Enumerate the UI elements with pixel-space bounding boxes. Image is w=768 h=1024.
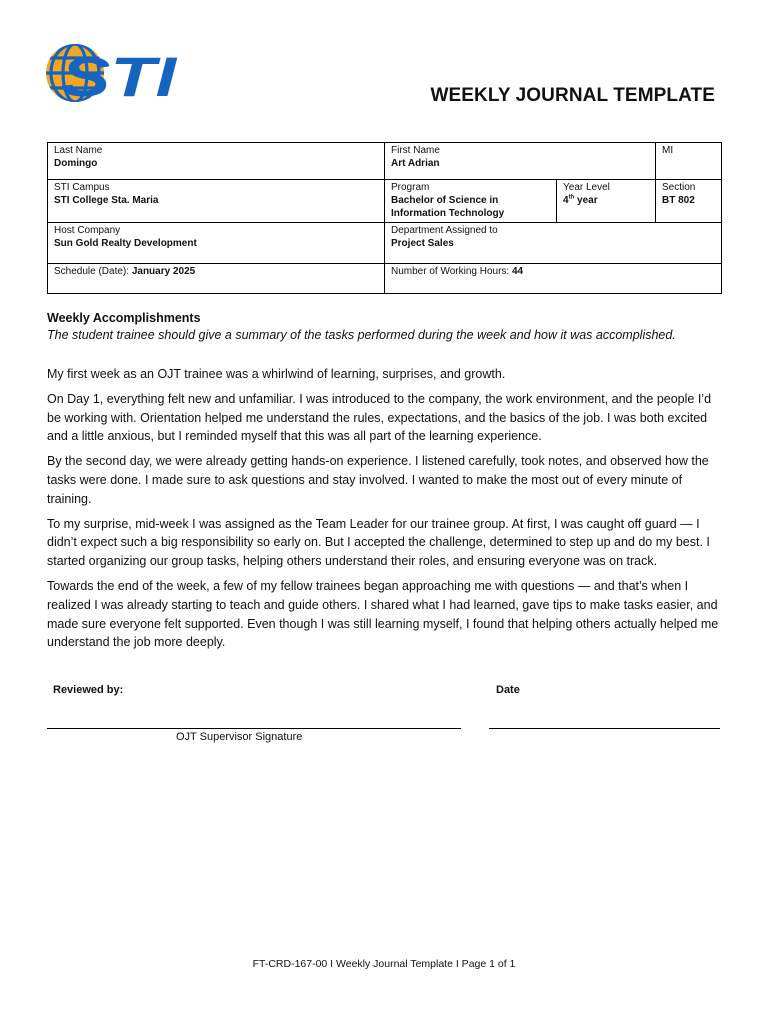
department-label: Department Assigned to <box>391 225 498 236</box>
campus-value: STI College Sta. Maria <box>54 195 159 206</box>
reviewed-by-label: Reviewed by: <box>53 684 124 696</box>
program-cell <box>385 180 557 223</box>
globe-icon <box>45 42 180 104</box>
working-hours-value: 44 <box>511 266 524 277</box>
section-cell <box>656 180 722 223</box>
last-name-label: Last Name <box>54 145 103 156</box>
date-line <box>489 728 720 729</box>
schedule-label: Schedule (Date): <box>54 266 132 277</box>
signature-caption: OJT Supervisor Signature <box>176 731 303 743</box>
host-company-label: Host Company <box>54 225 121 236</box>
accomplishments-instruction: The student trainee should give a summary of the tasks performed during the week and how it was accomplished. <box>47 328 676 342</box>
mi-cell <box>656 143 722 180</box>
year-level-number: 4 <box>563 195 569 206</box>
document-title: WEEKLY JOURNAL TEMPLATE <box>430 85 715 106</box>
program-value: Bachelor of Science in Information Technology <box>391 195 505 219</box>
host-company-value: Sun Gold Realty Development <box>54 238 197 249</box>
mi-label: MI <box>662 145 674 156</box>
accomplishments-heading: Weekly Accomplishments <box>47 311 201 325</box>
year-level-label: Year Level <box>563 182 610 193</box>
last-name-value: Domingo <box>54 158 98 169</box>
first-name-cell <box>385 143 656 180</box>
program-label: Program <box>391 182 430 193</box>
signature-line <box>47 728 461 729</box>
working-hours-cell <box>385 264 722 294</box>
section-label: Section <box>662 182 696 193</box>
page-footer: FT-CRD-167-00 I Weekly Journal Template I Page 1 of 1 <box>252 958 516 970</box>
year-level-cell <box>557 180 656 223</box>
schedule-cell <box>48 264 385 294</box>
department-value: Project Sales <box>391 238 454 249</box>
year-level-suffix: th <box>568 194 575 201</box>
journal-paragraph: By the second day, we were already getting hands-on experience. I listened carefully, took notes, and observed how the tasks were done. I made sure to ask questions and stay involved. I wanted to make the most out of every minute of training. <box>47 454 709 506</box>
sti-logo <box>45 42 180 104</box>
last-name-cell <box>48 143 385 180</box>
schedule-value: January 2025 <box>131 266 196 277</box>
journal-body <box>47 365 722 658</box>
first-name-value: Art Adrian <box>391 158 440 169</box>
working-hours-label: Number of Working Hours: <box>391 266 512 277</box>
campus-label: STI Campus <box>54 182 110 193</box>
campus-cell <box>48 180 385 223</box>
date-label: Date <box>496 684 520 696</box>
trainee-info-table <box>47 142 722 294</box>
logo-text: STI <box>61 45 178 104</box>
journal-paragraph: To my surprise, mid-week I was assigned as the Team Leader for our trainee group. At first, I was caught off guard — I didn’t expect such a big responsibility so early on. But I accepted the challenge, determined to step up and do my best. I started organizing our group tasks, helping others understand their roles, and ensuring everyone was on track. <box>47 516 710 569</box>
department-cell <box>385 223 722 264</box>
year-level-word: year <box>574 195 598 206</box>
journal-paragraph: My first week as an OJT trainee was a whirlwind of learning, surprises, and growth. <box>47 367 506 381</box>
year-level-value <box>563 194 649 207</box>
section-value: BT 802 <box>662 195 695 206</box>
host-company-cell <box>48 223 385 264</box>
journal-paragraph: Towards the end of the week, a few of my fellow trainees began approaching me with questions — and that’s when I realized I was already starting to teach and guide others. I shared what I had learned, gave tips to make tasks easier, and made sure everyone felt supported. Even though I was still learning myself, I found that helping others actually helped me understand the job more deeply. <box>47 578 719 650</box>
first-name-label: First Name <box>391 145 440 156</box>
journal-paragraph: On Day 1, everything felt new and unfamiliar. I was introduced to the company, the work environment, and the people I’d be working with. Orientation helped me understand the rules, expectations, and the basics of the job. I was both excited and a little anxious, but I reminded myself that this was all part of the learning experience. <box>47 391 712 444</box>
accomplishments-header <box>47 310 727 344</box>
